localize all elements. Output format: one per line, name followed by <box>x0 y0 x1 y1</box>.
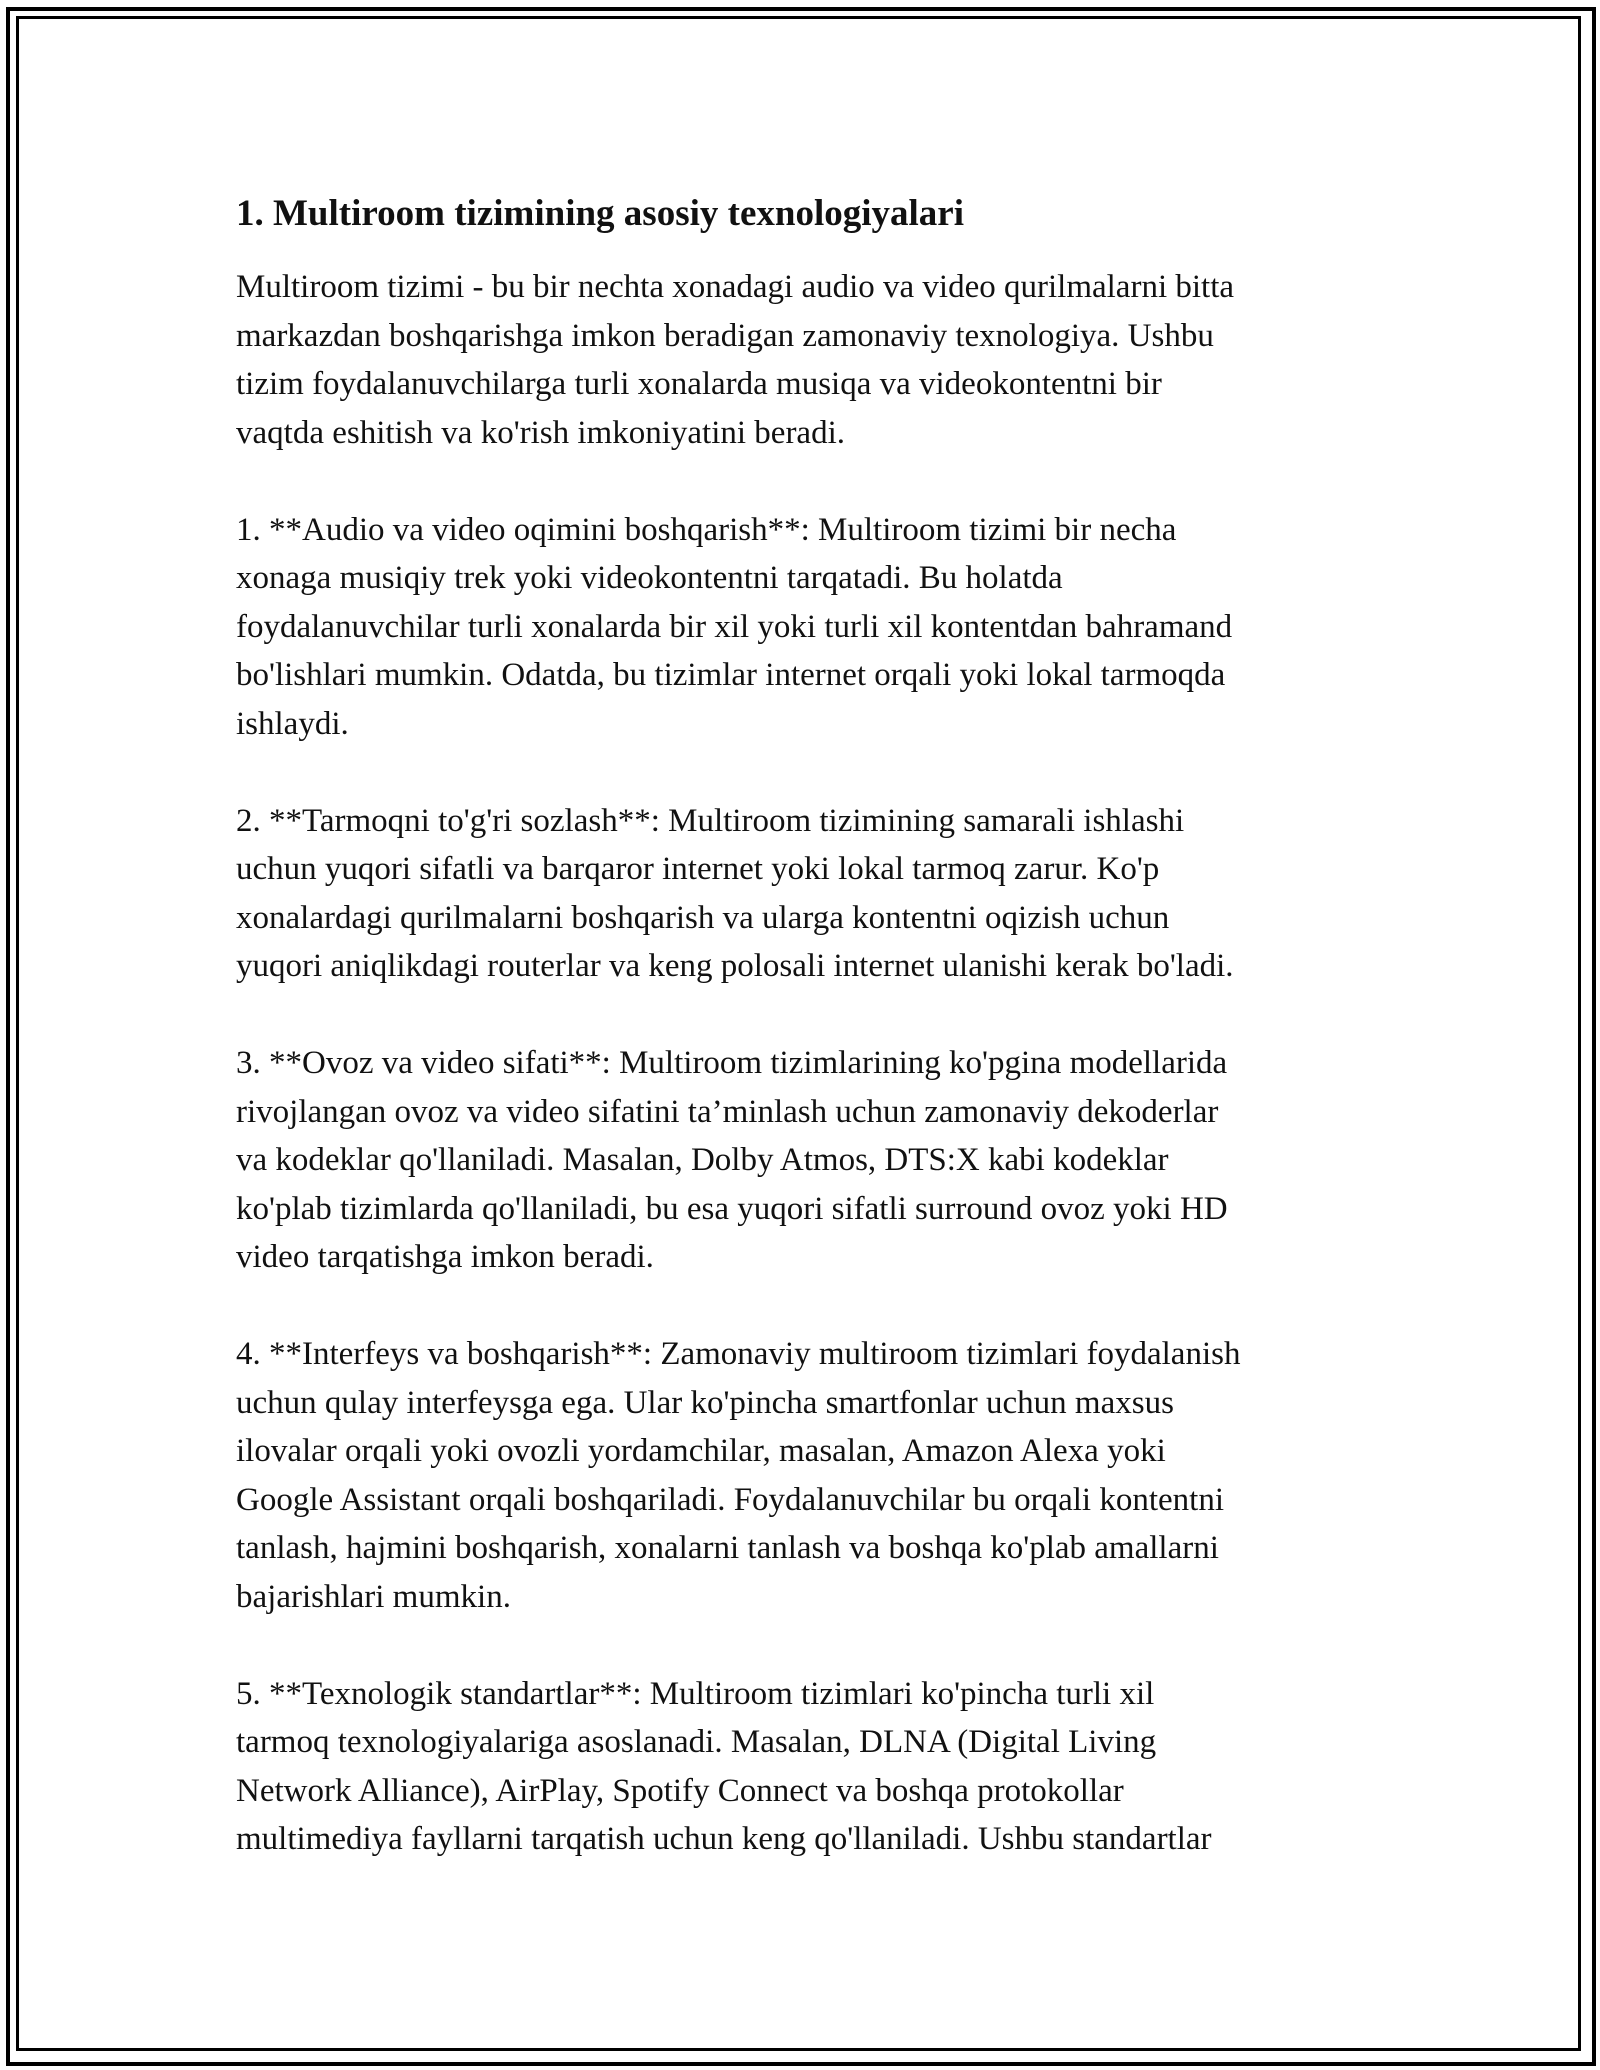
text-line: 4. **Interfeys va boshqarish**: Zamonaviy multiroom tizimlari foydalanish <box>236 1336 1241 1372</box>
text-line: xonaga musiqiy trek yoki videokontentni tarqatadi. Bu holatda <box>236 560 1063 596</box>
text-line: bo'lishlari mumkin. Odatda, bu tizimlar internet orqali yoki lokal tarmoqda <box>236 657 1226 693</box>
text-line: 1. **Audio va video oqimini boshqarish**: Multiroom tizimi bir necha <box>236 511 1177 548</box>
paragraph-network-setup <box>236 797 1376 991</box>
text-line: Google Assistant orqali boshqariladi. Foydalanuvchilar bu orqali kontentni <box>236 1481 1225 1518</box>
text-line: xonalardagi qurilmalarni boshqarish va ularga kontentni oqizish uchun <box>236 899 1170 936</box>
text-line: bajarishlari mumkin. <box>236 1578 511 1615</box>
text-line: rivojlangan ovoz va video sifatini ta’minlash uchun zamonaviy dekoderlar <box>236 1093 1219 1130</box>
text-line: 2. **Tarmoqni to'g'ri sozlash**: Multiroom tizimining samarali ishlashi <box>236 802 1185 839</box>
text-line: foydalanuvchilar turli xonalarda bir xil yoki turli xil kontentdan bahramand <box>236 608 1233 645</box>
text-line: tarmoq texnologiyalariga asoslanadi. Masalan, DLNA (Digital Living <box>236 1724 1157 1760</box>
text-line: ilovalar orqali yoki ovozli yordamchilar, masalan, Amazon Alexa yoki <box>236 1433 1166 1469</box>
text-line: vaqtda eshitish va ko'rish imkoniyatini beradi. <box>236 414 846 451</box>
text-line: ishlaydi. <box>236 705 349 742</box>
text-line: Multiroom tizimi - bu bir nechta xonadagi audio va video qurilmalarni bitta <box>236 269 1235 305</box>
document-body <box>236 185 1376 1912</box>
text-line: Network Alliance), AirPlay, Spotify Connect va boshqa protokollar <box>236 1772 1124 1809</box>
text-line: markazdan boshqarishga imkon beradigan zamonaviy texnologiya. Ushbu <box>236 317 1214 354</box>
text-line: video tarqatishga imkon beradi. <box>236 1239 654 1275</box>
paragraph-interface-control <box>236 1330 1376 1621</box>
paragraph-audio-video-stream <box>236 506 1376 749</box>
text-line: multimediya fayllarni tarqatish uchun keng qo'llaniladi. Ushbu standartlar <box>236 1821 1212 1857</box>
text-line: ko'plab tizimlarda qo'llaniladi, bu esa yuqori sifatli surround ovoz yoki HD <box>236 1190 1228 1227</box>
paragraph-sound-video-quality <box>236 1039 1376 1282</box>
document-title: 1. Multiroom tizimining asosiy texnologiyalari <box>236 193 964 234</box>
text-line: tizim foydalanuvchilarga turli xonalarda musiqa va videokontentni bir <box>236 366 1162 402</box>
text-line: va kodeklar qo'llaniladi. Masalan, Dolby Atmos, DTS:X kabi kodeklar <box>236 1142 1169 1178</box>
text-line: uchun yuqori sifatli va barqaror internet yoki lokal tarmoq zarur. Ko'p <box>236 851 1160 887</box>
text-line: 5. **Texnologik standartlar**: Multiroom tizimlari ko'pincha turli xil <box>236 1675 1155 1712</box>
text-line: yuqori aniqlikdagi routerlar va keng polosali internet ulanishi kerak bo'ladi. <box>236 948 1234 984</box>
text-line: 3. **Ovoz va video sifati**: Multiroom tizimlarining ko'pgina modellarida <box>236 1045 1228 1081</box>
text-line: tanlash, hajmini boshqarish, xonalarni tanlash va boshqa ko'plab amallarni <box>236 1530 1219 1566</box>
paragraph-tech-standards <box>236 1670 1376 1864</box>
text-line: uchun qulay interfeysga ega. Ular ko'pincha smartfonlar uchun maxsus <box>236 1384 1174 1421</box>
paragraph-intro <box>236 263 1376 457</box>
